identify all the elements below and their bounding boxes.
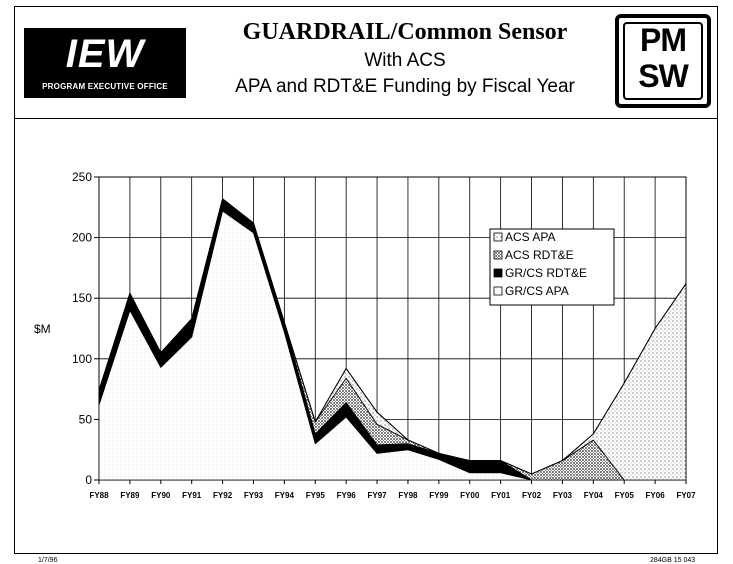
pmsw-logo-top-text: PM (640, 22, 686, 58)
x-tick-label: FY89 (120, 491, 140, 500)
x-tick-label: FY96 (336, 491, 356, 500)
x-tick-label: FY88 (89, 491, 109, 500)
y-tick-label: 250 (71, 170, 92, 184)
y-tick-label: 50 (78, 412, 92, 427)
legend-swatch (494, 251, 502, 259)
x-tick-label: FY97 (367, 491, 387, 500)
x-tick-label: FY02 (521, 491, 542, 500)
x-tick-label: FY01 (491, 491, 511, 500)
x-tick-label: FY05 (614, 491, 634, 500)
x-tick-label: FY07 (676, 491, 696, 500)
y-tick-label: 100 (71, 351, 92, 366)
legend-label: GR/CS APA (505, 284, 569, 298)
x-tick-label: FY95 (305, 491, 325, 500)
legend-label: GR/CS RDT&E (505, 266, 588, 280)
y-axis-label: $M (34, 322, 51, 336)
x-tick-label: FY03 (552, 491, 572, 500)
title-line-3: APA and RDT&E Funding by Fiscal Year (235, 76, 575, 97)
x-tick-label: FY94 (274, 491, 294, 500)
x-tick-label: FY91 (182, 491, 202, 500)
x-tick-label: FY99 (429, 491, 449, 500)
x-tick-label: FY92 (213, 491, 233, 500)
x-tick-label: FY90 (151, 491, 171, 500)
legend-label: ACS RDT&E (505, 248, 574, 262)
iew-logo-subtext: PROGRAM EXECUTIVE OFFICE (42, 82, 168, 91)
legend-swatch (494, 287, 502, 295)
y-tick-label: 150 (71, 291, 92, 306)
y-tick-label: 200 (71, 230, 92, 245)
x-tick-label: FY98 (398, 491, 418, 500)
iew-logo-text: IEW (65, 32, 145, 76)
x-tick-label: FY00 (460, 491, 480, 500)
pmsw-logo-bottom-text: SW (638, 58, 688, 94)
footer-code: 284GB 15 043 (650, 557, 696, 564)
legend-swatch (494, 233, 502, 241)
x-tick-label: FY93 (243, 491, 264, 500)
footer-date: 1/7/96 (38, 557, 58, 564)
title-line-2: With ACS (364, 50, 446, 71)
title-line-1: GUARDRAIL/Common Sensor (242, 19, 568, 45)
x-tick-label: FY04 (583, 491, 603, 500)
legend-swatch (494, 269, 502, 277)
y-tick-label: 0 (85, 473, 92, 487)
legend-label: ACS APA (505, 230, 556, 244)
x-tick-label: FY06 (645, 491, 665, 500)
